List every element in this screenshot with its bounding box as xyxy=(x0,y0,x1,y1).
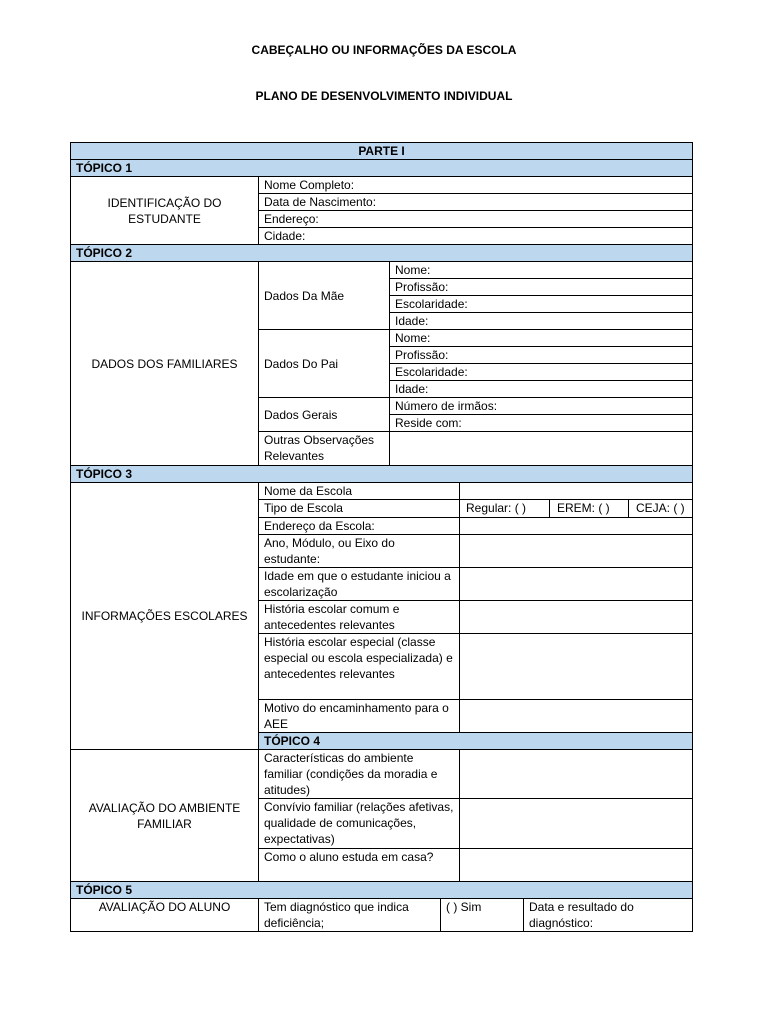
school-address-label: Endereço da Escola: xyxy=(259,518,460,535)
part-header: PARTE I xyxy=(71,143,693,160)
study-at-home-label: Como o aluno estuda em casa? xyxy=(259,849,460,882)
birth-date-field[interactable]: Data de Nascimento: xyxy=(259,194,693,211)
siblings-count-field[interactable]: Número de irmãos: xyxy=(390,398,693,415)
aee-referral-reason-field[interactable] xyxy=(460,700,693,733)
topic-3-header: TÓPICO 3 xyxy=(71,466,693,483)
father-data-label: Dados Do Pai xyxy=(259,330,390,398)
family-data-section: DADOS DOS FAMILIARES xyxy=(71,262,259,466)
school-address-field[interactable] xyxy=(460,518,693,535)
other-observations-field[interactable] xyxy=(390,432,693,466)
family-life-label: Convívio familiar (relações afetivas, qualidade de comunicações, expectativas) xyxy=(259,799,460,849)
student-evaluation-section: AVALIAÇÃO DO ALUNO xyxy=(71,899,259,932)
school-type-options xyxy=(460,500,693,518)
family-environment-section: AVALIAÇÃO DO AMBIENTE FAMILIAR xyxy=(71,750,259,882)
mother-data-label: Dados Da Mãe xyxy=(259,262,390,330)
diagnosis-yes-option[interactable]: ( ) Sim xyxy=(441,899,524,932)
general-data-label: Dados Gerais xyxy=(259,398,390,432)
father-name-field[interactable]: Nome: xyxy=(390,330,693,347)
family-environment-label: Características do ambiente familiar (condições da moradia e atitudes) xyxy=(259,750,460,799)
father-education-field[interactable]: Escolaridade: xyxy=(390,364,693,381)
diagnosis-question: Tem diagnóstico que indica deficiência; xyxy=(259,899,441,932)
schooling-start-age-field[interactable] xyxy=(460,568,693,601)
school-info-section: INFORMAÇÕES ESCOLARES xyxy=(71,483,259,750)
topic-2-header: TÓPICO 2 xyxy=(71,245,693,262)
mother-name-field[interactable]: Nome: xyxy=(390,262,693,279)
student-identification-section: IDENTIFICAÇÃO DO ESTUDANTE xyxy=(71,177,259,245)
mother-education-field[interactable]: Escolaridade: xyxy=(390,296,693,313)
grade-module-label: Ano, Módulo, ou Eixo do estudante: xyxy=(259,535,460,568)
city-field[interactable]: Cidade: xyxy=(259,228,693,245)
erem-option[interactable]: EREM: ( ) xyxy=(550,500,629,517)
common-school-history-label: História escolar comum e antecedentes relevantes xyxy=(259,601,460,634)
father-age-field[interactable]: Idade: xyxy=(390,381,693,398)
pdi-form-table xyxy=(70,142,693,932)
mother-profession-field[interactable]: Profissão: xyxy=(390,279,693,296)
lives-with-field[interactable]: Reside com: xyxy=(390,415,693,432)
grade-module-field[interactable] xyxy=(460,535,693,568)
topic-1-header: TÓPICO 1 xyxy=(71,160,693,177)
regular-option[interactable]: Regular: ( ) xyxy=(460,500,550,517)
school-header: CABEÇALHO OU INFORMAÇÕES DA ESCOLA xyxy=(251,43,517,57)
address-field[interactable]: Endereço: xyxy=(259,211,693,228)
ceja-option[interactable]: CEJA: ( ) xyxy=(636,501,685,515)
family-environment-field[interactable] xyxy=(460,750,693,799)
topic-5-header: TÓPICO 5 xyxy=(71,882,693,899)
study-at-home-field[interactable] xyxy=(460,849,693,882)
special-school-history-field[interactable] xyxy=(460,634,693,700)
aee-referral-reason-label: Motivo do encaminhamento para o AEE xyxy=(259,700,460,733)
full-name-field[interactable]: Nome Completo: xyxy=(259,177,693,194)
family-life-field[interactable] xyxy=(460,799,693,849)
father-profession-field[interactable]: Profissão: xyxy=(390,347,693,364)
special-school-history-label: História escolar especial (classe especial ou escola especializada) e antecedentes relevantes xyxy=(259,634,460,700)
schooling-start-age-label: Idade em que o estudante iniciou a escolarização xyxy=(259,568,460,601)
diagnosis-result-field[interactable]: Data e resultado do diagnóstico: xyxy=(524,899,693,932)
school-name-label: Nome da Escola xyxy=(259,483,460,500)
school-type-label: Tipo de Escola xyxy=(259,500,460,518)
common-school-history-field[interactable] xyxy=(460,601,693,634)
topic-4-header: TÓPICO 4 xyxy=(259,733,693,750)
document-title: PLANO DE DESENVOLVIMENTO INDIVIDUAL xyxy=(255,89,513,103)
school-name-field[interactable] xyxy=(460,483,693,500)
other-observations-label: Outras Observações Relevantes xyxy=(259,432,390,466)
mother-age-field[interactable]: Idade: xyxy=(390,313,693,330)
